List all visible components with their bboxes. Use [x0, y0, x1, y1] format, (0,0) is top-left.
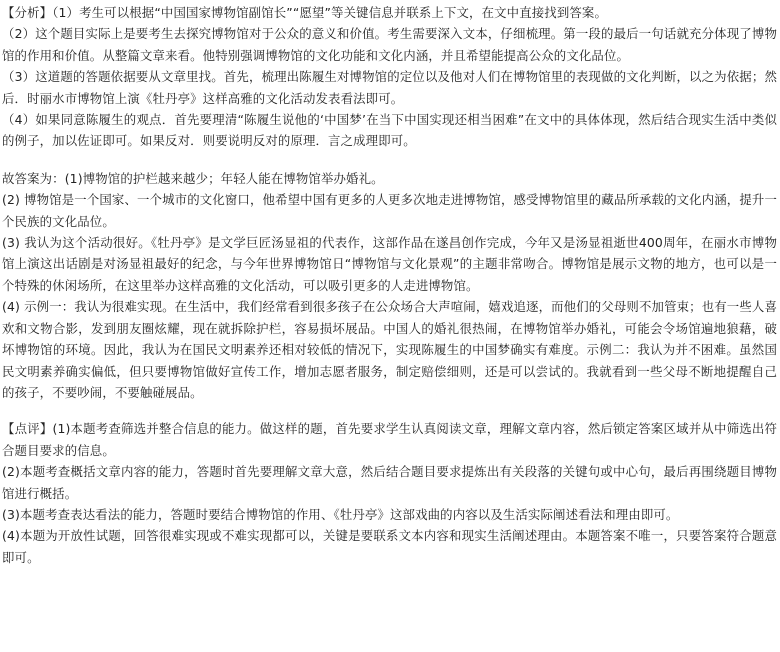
section-spacer — [2, 403, 777, 418]
comment-paragraph-2: (2)本题考查概括文章内容的能力，答题时首先要理解文章大意，然后结合题目要求提炼出有关段落的关键句或中心句，最后再围绕题目博物馆进行概括。 — [2, 464, 777, 501]
analysis-text-1: （1）考生可以根据“中国国家博物馆副馆长”“愿望”等关键信息并联系上下文，在文中直接找到答案。 — [52, 5, 607, 20]
answer-section — [2, 168, 777, 403]
answer-paragraph-3: (3) 我认为这个活动很好。《牡丹亭》是文学巨匠汤显祖的代表作，这部作品在遂昌创作完成，今年又是汤显祖逝世400周年，在丽水市博物馆上演这出话剧是对汤显祖最好的纪念，与今年世界博物馆日“博物馆与文化景观”的主题非常吻合。博物馆是展示文物的地方，也可以是一个特殊的休闲场所，在这里举办这样高雅的文化活动，可以吸引更多的人走进博物馆。 — [2, 235, 777, 293]
answer-paragraph-2: (2) 博物馆是一个国家、一个城市的文化窗口，他希望中国有更多的人更多次地走进博物馆，感受博物馆里的藏品所承载的文化内涵，提升一个民族的文化品位。 — [2, 192, 777, 229]
analysis-paragraph-1 — [2, 2, 777, 23]
analysis-paragraph-2: （2）这个题目实际上是要考生去探究博物馆对于公众的意义和价值。考生需要深入文本，仔细梳理。第一段的最后一句话就充分体现了博物馆的作用和价值。从整篇文章来看。他特别强调博物馆的文化功能和文化内涵，并且希望能提高公众的文化品位。 — [2, 26, 777, 63]
section-spacer — [2, 152, 777, 168]
answer-paragraph-1: 故答案为：(1)博物馆的护栏越来越少；年轻人能在博物馆举办婚礼。 — [2, 170, 384, 186]
analysis-paragraph-3: （3）这道题的答题依据要从文章里找。首先，梳理出陈履生对博物馆的定位以及他对人们在博物馆里的表现做的文化判断，以之为依据；然后．时丽水市博物馆上演《牡丹亭》这样高雅的文化活动发表看法即可。 — [2, 69, 777, 106]
comment-paragraph-4: (4)本题为开放性试题，回答很难实现或不难实现都可以，关键是要联系文本内容和现实生活阐述理由。本题答案不唯一，只要答案符合题意即可。 — [2, 528, 777, 565]
analysis-paragraph-4: （4）如果同意陈履生的观点．首先要理清“陈履生说他的‘中国梦’在当下中国实现还相当困难”在文中的具体体现，然后结合现实生活中类似的例子，加以佐证即可。如果反对．则要说明反对的原理．言之成理即可。 — [2, 112, 777, 149]
comment-paragraph-3: (3)本题考查表达看法的能力，答题时要结合博物馆的作用、《牡丹亭》这部戏曲的内容以及生活实际阐述看法和理由即可。 — [2, 506, 679, 522]
comment-paragraph-1: 【点评】(1)本题考查筛选并整合信息的能力。做这样的题，首先要求学生认真阅读文章，理解文章内容，然后锁定答案区域并从中筛选出符合题目要求的信息。 — [2, 421, 777, 458]
answer-paragraph-4: (4) 示例一：我认为很难实现。在生活中，我们经常看到很多孩子在公众场合大声喧闹，嬉戏追逐，而他们的父母则不加管束；也有一些人喜欢和文物合影，发到朋友圈炫耀，现在就拆除护栏，容易损坏展品。中国人的婚礼很热闹，在博物馆举办婚礼，可能会令场馆遍地狼藉，破坏博物馆的环境。因此，我认为在国民文明素养还相对较低的情况下，实现陈履生的中国梦确实有难度。示例二：我认为并不困难。虽然国民文明素养确实偏低，但只要博物馆做好宣传工作，增加志愿者服务，制定赔偿细则，还是可以尝试的。我就看到一些父母不断地提醒自己的孩子，不要吵闹，不要触碰展品。 — [2, 299, 777, 400]
comment-section — [2, 418, 777, 568]
analysis-section — [2, 2, 777, 152]
analysis-label: 【分析】 — [2, 5, 53, 20]
